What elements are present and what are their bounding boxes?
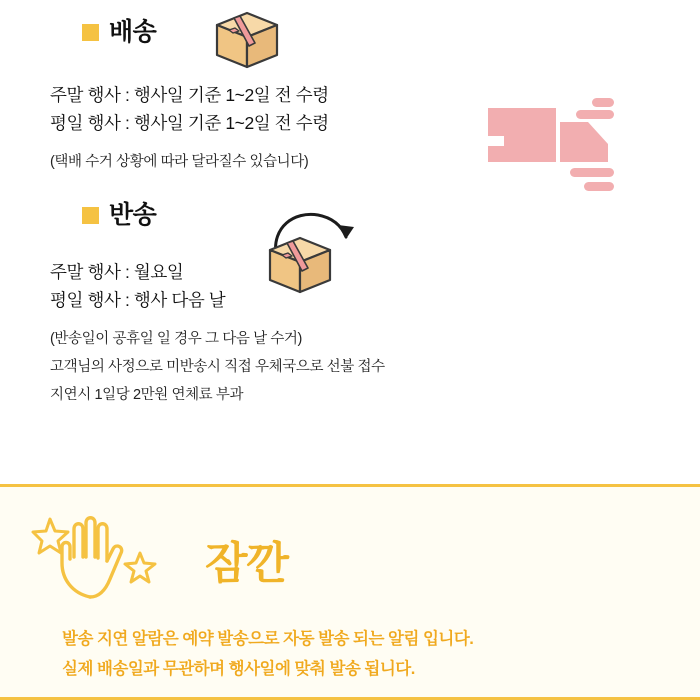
shipping-note: (택배 수거 상황에 따라 달라질수 있습니다) <box>50 154 309 170</box>
return-note-1: (반송일이 공휴일 일 경우 그 다음 날 수거) <box>50 331 302 347</box>
return-line-1: 주말 행사 : 월요일 <box>50 262 184 282</box>
return-line-2: 평일 행사 : 행사 다음 날 <box>50 290 226 310</box>
yellow-square-bullet-icon <box>82 207 99 224</box>
notice-line-1: 발송 지연 알람은 예약 발송으로 자동 발송 되는 알림 입니다. <box>62 630 474 648</box>
waving-hand-icon <box>28 505 198 605</box>
shipping-line-1: 주말 행사 : 행사일 기준 1~2일 전 수령 <box>50 85 329 105</box>
yellow-square-bullet-icon <box>82 24 99 41</box>
return-note-2: 고객님의 사정으로 미반송시 직접 우체국으로 선불 접수 <box>50 359 385 375</box>
shipping-heading-label: 배송 <box>109 18 157 46</box>
notice-line-2: 실제 배송일과 무관하며 행사일에 맞춰 발송 됩니다. <box>62 660 415 678</box>
delivery-truck-icon <box>470 90 630 200</box>
return-note-3: 지연시 1일당 2만원 연체료 부과 <box>50 387 244 403</box>
return-arrow-box-icon <box>258 205 378 305</box>
return-heading-label: 반송 <box>109 201 157 229</box>
cardboard-box-icon <box>207 5 287 75</box>
return-heading <box>82 203 156 228</box>
notice-title: 잠깐 <box>205 539 289 588</box>
shipping-heading <box>82 20 156 45</box>
shipping-line-2: 평일 행사 : 행사일 기준 1~2일 전 수령 <box>50 113 329 133</box>
